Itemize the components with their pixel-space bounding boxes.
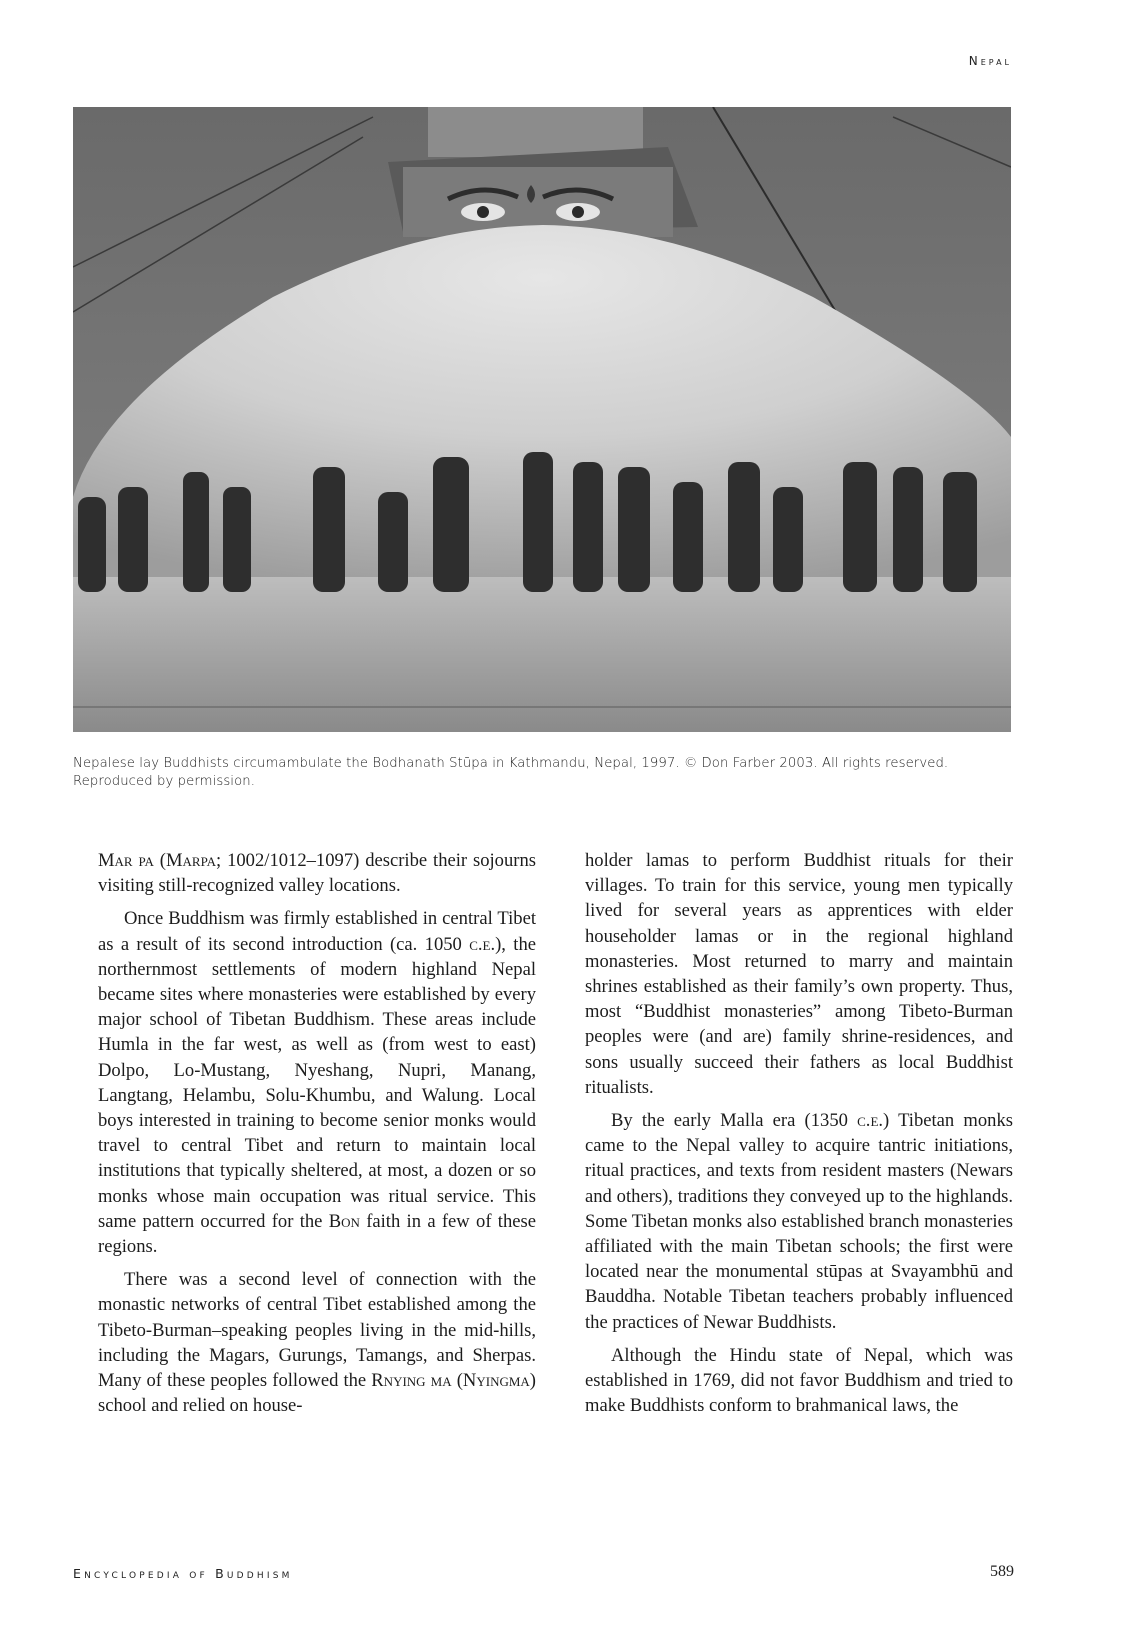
photo-illustration xyxy=(73,107,1011,732)
term-smallcaps: Bon xyxy=(328,1210,360,1232)
body-column-left xyxy=(98,848,536,1426)
stupa-photograph xyxy=(73,107,1011,732)
paragraph: Once Buddhism was firmly established in central Tibet as a result of its second introduction (ca. 1050 c.e.), the northernmost settlements of modern highland Nepal became sites where monasteries were established by every major school of Tibetan Buddhism. These areas include Humla in the far west, as well as (from west to east) Dolpo, Lo-Mustang, Nyeshang, Nupri, Manang, Langtang, Helambu, Solu-Khumbu, and Walung. Local boys interested in training to become senior monks would travel to central Tibet and return to maintain local institutions that typically sheltered, at most, a dozen or so monks whose main occupation was ritual service. This same pattern occurred for the Bon faith in a few of these regions. xyxy=(98,908,537,1258)
term-smallcaps: Nyingma xyxy=(462,1370,530,1392)
paragraph: Mar pa (Marpa; 1002/1012–1097) describe their sojourns visiting still-recognized valley locations. xyxy=(98,850,537,897)
era-smallcaps: c.e. xyxy=(857,1110,884,1132)
paragraph: There was a second level of connection with the monastic networks of central Tibet established among the Tibeto-Burman–speaking peoples living in the mid-hills, including the Magars, Gurungs, Tamangs, and Sherpas. Many of these peoples followed the Rnying ma (Nyingma) school and relied on house- xyxy=(98,1269,536,1417)
caption-line-2: Reproduced by permission. xyxy=(73,774,255,789)
paragraph: Although the Hindu state of Nepal, which was established in 1769, did not favor Buddhism and tried to make Buddhists conform to brahmanical laws, the xyxy=(585,1344,1013,1417)
body-column-right xyxy=(585,848,1013,1426)
term-smallcaps: Marpa xyxy=(166,850,217,871)
paragraph: By the early Malla era (1350 c.e.) Tibetan monks came to the Nepal valley to acquire tantric initiations, ritual practices, and texts from resident masters (Newars and others), traditions they conveyed up to the highlands. Some Tibetan monks also established branch monasteries affiliated with the main Tibetan schools; the first were located near the monumental stūpas at Svayambhū and Bauddha. Notable Tibetan teachers probably influenced the practices of Newar Buddhists. xyxy=(585,1110,1013,1333)
term-smallcaps: Rnying ma xyxy=(371,1370,452,1392)
footer-book-title: Encyclopedia of Buddhism xyxy=(73,1566,293,1581)
paragraph: holder lamas to perform Buddhist rituals for their villages. To train for this service, young men typically lived for several years as apprentices with elder householder lamas or in the regional highland monasteries. Most returned to marry and maintain shrines established as their family’s own property. Thus, most “Buddhist monasteries” among Tibeto-Burman peoples were (and are) family shrine-residences, and sons usually succeed their fathers as local Buddhist ritualists. xyxy=(585,850,1013,1098)
figure-caption xyxy=(73,755,1013,791)
page-number: 589 xyxy=(990,1563,1014,1580)
era-smallcaps: c.e. xyxy=(469,933,496,955)
running-head: Nepal xyxy=(968,54,1012,68)
caption-line-1: Nepalese lay Buddhists circumambulate the Bodhanath Stūpa in Kathmandu, Nepal, 1997. © Don Farber 2003. All rights reserved. xyxy=(73,756,949,771)
term-smallcaps: Mar pa xyxy=(98,850,154,871)
